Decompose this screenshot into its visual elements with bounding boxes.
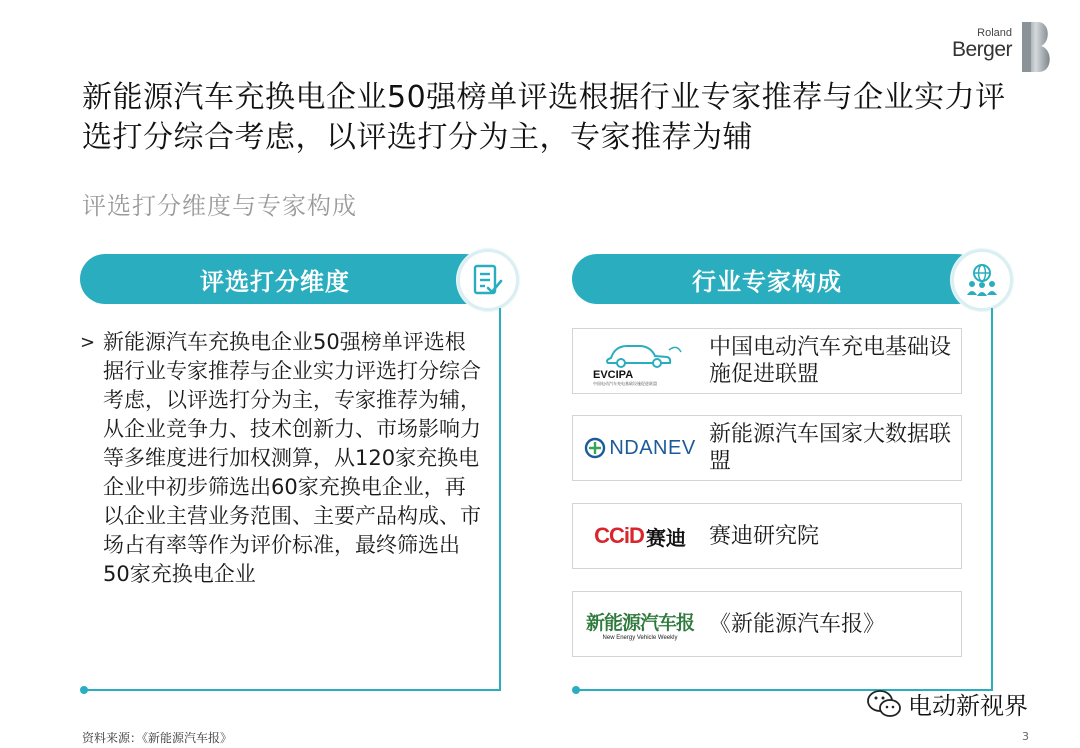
left-panel-bottom-border bbox=[84, 689, 501, 691]
scoring-description-body: 新能源汽车充换电企业50强榜单评选根据行业专家推荐与企业实力评选打分综合考虑，以评选打分为主，专家推荐为辅，从企业竞争力、技术创新力、市场影响力等多维度进行加权测算，从120家充换电企业中初步筛选出60家充换电企业，再以企业主营业务范围、主要产品构成、市场占有率等作为评价标准，最终筛选出50家充换电企业 bbox=[103, 330, 481, 586]
wechat-watermark bbox=[866, 686, 1028, 721]
nev-weekly-logo-text: 新能源汽车报 bbox=[585, 611, 694, 634]
expert-name-evcipa: 中国电动汽车充电基础设施促进联盟 bbox=[709, 335, 952, 387]
expert-card-ndanev bbox=[572, 415, 962, 481]
nev-weekly-logo-sub: New Energy Vehicle Weekly bbox=[602, 634, 678, 641]
ndanev-logo bbox=[581, 422, 699, 474]
evcipa-car-icon bbox=[585, 336, 695, 386]
evcipa-logo-sub: 中国电动汽车充电基础设施促进联盟 bbox=[593, 381, 657, 386]
source-note: 资料来源：《新能源汽车报》 bbox=[82, 731, 233, 745]
expert-card-nev-weekly bbox=[572, 591, 962, 657]
nev-weekly-logo bbox=[581, 598, 699, 650]
group-network-icon bbox=[964, 262, 1000, 298]
left-panel-right-border bbox=[499, 308, 501, 690]
ccid-logo-text-cn: 赛迪 bbox=[645, 525, 686, 550]
expert-name-nev-weekly: 《新能源汽车报》 bbox=[709, 611, 886, 637]
right-icon-badge bbox=[951, 249, 1013, 311]
logo-line1: Roland bbox=[977, 27, 1012, 39]
page-title: 新能源汽车充换电企业50强榜单评选根据行业专家推荐与企业实力评选打分综合考虑，以评选打分为主，专家推荐为辅 bbox=[82, 80, 1006, 155]
evcipa-logo-text: EVCIPA bbox=[593, 369, 634, 381]
logo-line2: Berger bbox=[951, 38, 1012, 61]
roland-berger-logo-text bbox=[952, 28, 1012, 60]
wechat-icon bbox=[866, 689, 902, 719]
ndanev-emblem-icon bbox=[584, 437, 606, 459]
expert-card-evcipa bbox=[572, 328, 962, 394]
ndanev-logo-text: NDANEV bbox=[609, 436, 696, 459]
bullet-marker: > bbox=[80, 332, 96, 353]
expert-card-ccid bbox=[572, 503, 962, 569]
section-subtitle: 评选打分维度与专家构成 bbox=[82, 192, 357, 220]
page-number: 3 bbox=[1022, 730, 1029, 743]
scoring-dimension-header bbox=[80, 254, 490, 304]
expert-name-ndanev: 新能源汽车国家大数据联盟 bbox=[709, 422, 952, 474]
ccid-logo-text: CCiD bbox=[594, 523, 644, 548]
expert-name-ccid: 赛迪研究院 bbox=[709, 523, 820, 549]
checklist-icon bbox=[471, 263, 505, 297]
right-panel-right-border bbox=[991, 308, 993, 690]
left-icon-badge bbox=[457, 249, 519, 311]
expert-composition-header bbox=[572, 254, 982, 304]
left-panel-dot bbox=[80, 686, 88, 694]
roland-berger-b-logo-icon bbox=[1020, 20, 1054, 74]
evcipa-logo bbox=[581, 335, 699, 387]
ccid-logo bbox=[581, 510, 699, 562]
right-panel-dot bbox=[572, 686, 580, 694]
expert-composition-header-label: 行业专家构成 bbox=[692, 267, 842, 296]
scoring-dimension-header-label: 评选打分维度 bbox=[200, 267, 350, 296]
watermark-text: 电动新视界 bbox=[908, 692, 1028, 720]
